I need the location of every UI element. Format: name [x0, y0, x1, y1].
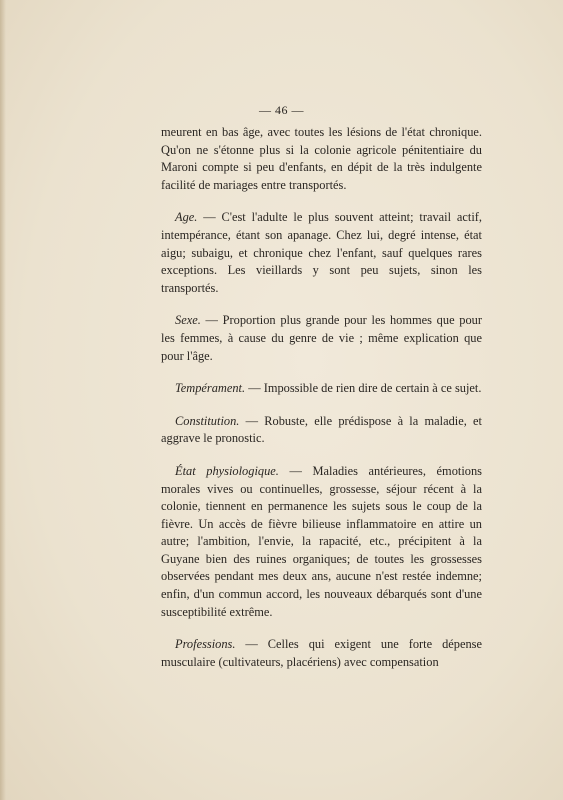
paragraph-etat-physiologique	[161, 463, 482, 621]
paragraph-text: meurent en bas âge, avec toutes les lésions de l'état chronique. Qu'on ne s'étonne plus si la colonie agricole pénitentiaire du Maroni compte si peu d'enfants, en dépit de la très indulgente facilité de mariages entre transportés.	[161, 125, 482, 192]
paragraph-text: — Robuste, elle prédispose à la maladie, et aggrave le pronostic.	[161, 413, 482, 446]
paragraph-text: — Proportion plus grande pour les hommes que pour les femmes, à cause du genre de vie ; même explication que pour l'âge.	[161, 313, 482, 363]
page-number: — 46 —	[259, 103, 304, 117]
paragraph-text: — C'est l'adulte le plus souvent atteint; travail actif, intempérance, étant son apanage. Chez lui, degré intense, état aigu; subaigu, et chronique chez l'enfant, sauf quelques rares exceptions. Les vieillards y sont peu sujets, sinon les transportés.	[161, 210, 482, 295]
page-spine-shadow	[0, 0, 6, 800]
paragraph-term: État physiologique.	[175, 463, 279, 478]
paragraph-term: Professions.	[175, 637, 236, 652]
paragraph-text: — Impossible de rien dire de certain à ce sujet.	[245, 381, 482, 396]
paragraph-term: Age.	[175, 210, 198, 225]
paragraph-text: — Maladies antérieures, émotions morales vives ou continuelles, grossesse, séjour récent à la colonie, tiennent en permanence les sujets sous le coup de la fièvre. Un accès de fièvre bilieuse inflammatoire en attire un autre; l'ambition, l'envie, la rapacité, etc., précipitent à la Guyane bien des ruines organiques; de toutes les grossesses observées pendant mes deux ans, aucune n'est restée indemne; enfin, d'un commun accord, les nouveaux débarqués sont d'une susceptibilité extrême.	[161, 463, 482, 619]
paragraph-term: Tempérament.	[175, 381, 246, 396]
paragraph-temperament	[161, 380, 482, 398]
paragraph-term: Sexe.	[175, 313, 201, 328]
paragraph-text: — Celles qui exigent une forte dépense musculaire (cultivateurs, placériens) avec compensation	[161, 637, 482, 669]
paragraph-professions	[161, 636, 482, 671]
paragraph-age	[161, 209, 482, 297]
paragraph-term: Constitution.	[175, 413, 240, 428]
paragraph-sexe	[161, 312, 482, 365]
paragraph-constitution	[161, 413, 482, 448]
body-text	[161, 124, 482, 686]
paragraph-continuation	[161, 124, 482, 194]
